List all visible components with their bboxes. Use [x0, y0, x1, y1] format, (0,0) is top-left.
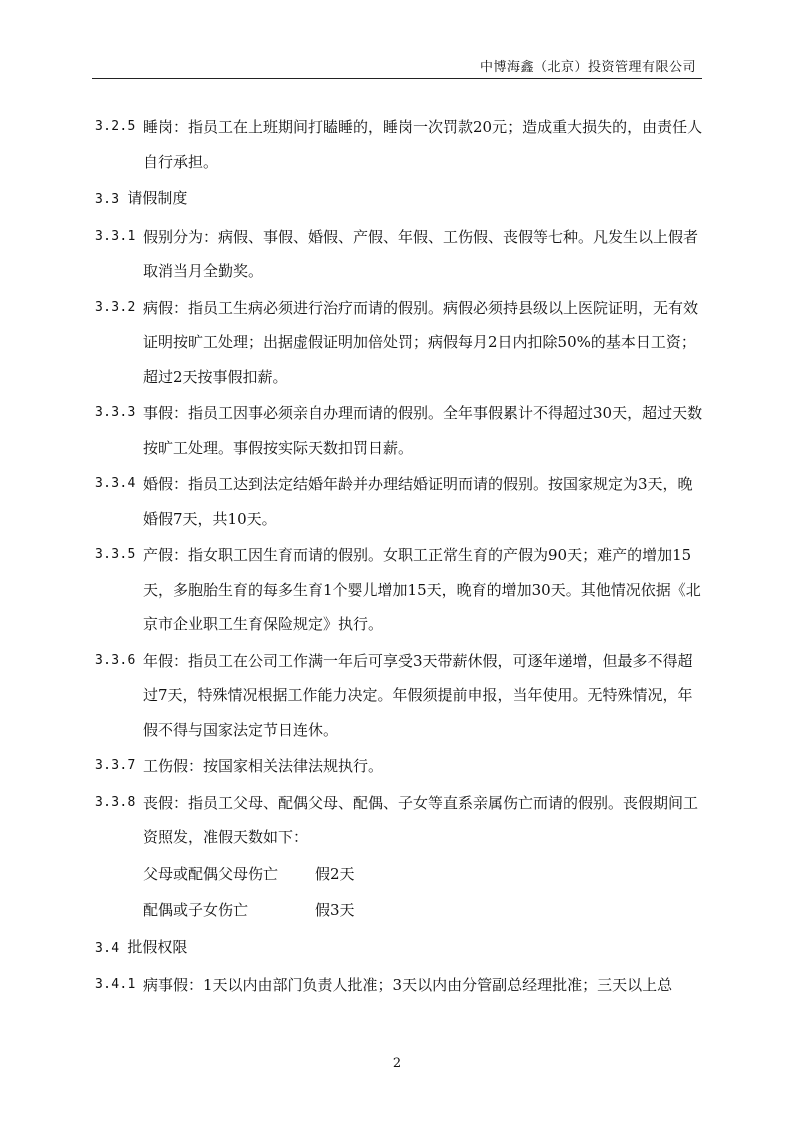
- clause-paragraph: [95, 291, 707, 395]
- clause-paragraph: [95, 644, 707, 748]
- clause-number: 3.3.7: [95, 758, 136, 773]
- clause-text: 丧假：指员工父母、配偶父母、配偶、子女等直系亲属伤亡而请的假别。丧假期间工资照发，准假天数如下：: [143, 793, 699, 846]
- clause-text: 睡岗：指员工在上班期间打瞌睡的，睡岗一次罚款20元；造成重大损失的，由责任人自行承担。: [143, 118, 703, 171]
- clause-number: 3.3.8: [95, 794, 136, 810]
- clause-text: 年假：指员工在公司工作满一年后可享受3天带薪休假，可逐年递增，但最多不得超过7天，特殊情况根据工作能力决定。年假须提前申报，当年使用。无特殊情况，年假不得与国家法定节日连休。: [143, 651, 693, 739]
- bereavement-days: 假3天: [315, 901, 355, 919]
- clause-paragraph: [95, 467, 707, 536]
- clause-text: 假别分为：病假、事假、婚假、产假、年假、工伤假、丧假等七种。凡发生以上假者取消当月全勤奖。: [143, 227, 699, 280]
- clauses-list: [95, 110, 707, 855]
- section-heading: [95, 181, 707, 218]
- bereavement-relation: 父母或配偶父母伤亡: [143, 864, 279, 883]
- document-body: [95, 110, 707, 1005]
- clause-text: 工伤假：按国家相关法律法规执行。: [143, 757, 384, 775]
- clauses-list-continued: [95, 930, 707, 1003]
- clause-number: 3.3.3: [95, 405, 136, 420]
- section-heading: [95, 930, 707, 967]
- clause-text: 批假权限: [127, 937, 188, 956]
- clause-text: 产假：指女职工因生育而请的假别。女职工正常生育的产假为90天；难产的增加15天，多胞胎生育的每多生育1个婴儿增加15天，晚育的增加30天。其他情况依据《北京市企业职工生育保险规定》执行。: [143, 546, 701, 633]
- clause-paragraph: [95, 968, 707, 1003]
- clause-text: 病假：指员工生病必须进行治疗而请的假别。病假必须持县级以上医院证明，无有效证明按旷工处理；出据虚假证明加倍处罚；病假每月2日内扣除50%的基本日工资；超过2天按事假扣薪。: [143, 298, 699, 386]
- bereavement-days: 假2天: [315, 864, 355, 883]
- clause-number: 3.4.1: [95, 977, 136, 992]
- clause-text: 请假制度: [127, 189, 188, 207]
- bereavement-row: [95, 857, 707, 892]
- clause-number: 3.3.2: [95, 299, 136, 315]
- clause-number: 3.2.5: [95, 119, 136, 134]
- clause-number: 3.3.6: [95, 652, 136, 668]
- clause-text: 病事假：1天以内由部门负责人批准；3天以内由分管副总经理批准；三天以上总: [143, 976, 673, 994]
- bereavement-row: [95, 893, 707, 928]
- clause-text: 事假：指员工因事必须亲自办理而请的假别。全年事假累计不得超过30天，超过天数按旷工处理。事假按实际天数扣罚日薪。: [143, 404, 703, 457]
- page-header: [92, 50, 702, 79]
- clause-number: 3.3.5: [95, 547, 136, 562]
- clause-paragraph: [95, 110, 707, 179]
- clause-number: 3.4: [95, 940, 120, 956]
- clause-paragraph: [95, 396, 707, 465]
- clause-paragraph: [95, 749, 707, 784]
- company-name: 中博海鑫（北京）投资管理有限公司: [479, 60, 696, 75]
- clause-number: 3.3.4: [95, 476, 136, 491]
- bereavement-relation: 配偶或子女伤亡: [143, 901, 249, 919]
- clause-text: 婚假：指员工达到法定结婚年龄并办理结婚证明而请的假别。按国家规定为3天，晚婚假7天，共10天。: [143, 475, 693, 528]
- clause-paragraph: [95, 786, 707, 855]
- clause-paragraph: [95, 538, 707, 642]
- clause-number: 3.3: [95, 192, 120, 207]
- page-number: 2: [392, 1056, 402, 1071]
- clause-paragraph: [95, 220, 707, 289]
- clause-number: 3.3.1: [95, 228, 136, 244]
